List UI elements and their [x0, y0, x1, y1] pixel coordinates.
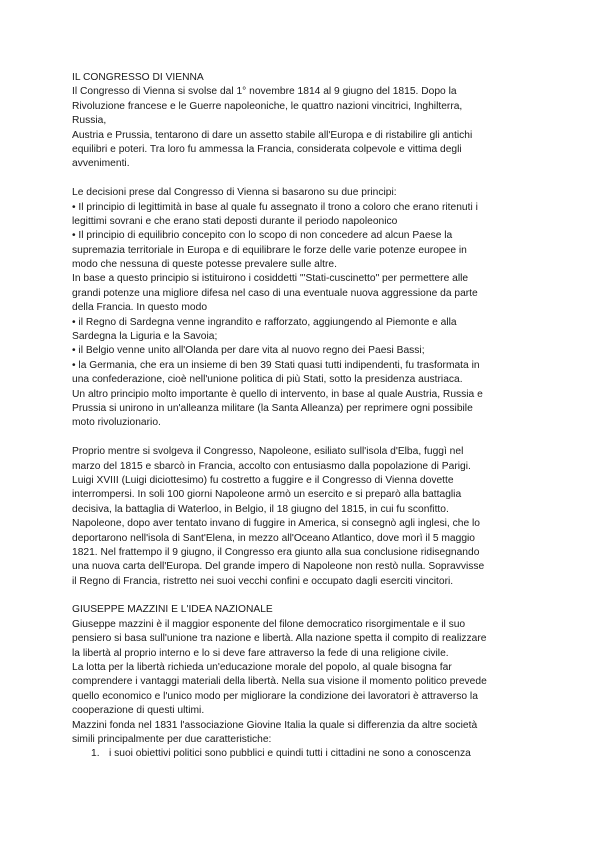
text-line: Rivoluzione francese e le Guerre napoleoniche, le quattro nazioni vincitrici, Inghilterra, [72, 100, 463, 112]
text-line: Proprio mentre si svolgeva il Congresso, Napoleone, esiliato sull'isola d'Elba, fuggì nel [72, 446, 464, 458]
text-line: quello economico e l'unico modo per migliorare la condizione dei lavoratori è attraverso la [72, 690, 478, 702]
text-line: una nuova carta dell'Europa. Del grande impero di Napoleone non restò nulla. Sopravvisse [72, 561, 485, 573]
text-line: • il Regno di Sardegna venne ingrandito e rafforzato, aggiungendo al Piemonte e alla [72, 316, 457, 328]
text-line: • la Germania, che era un insieme di ben 39 Stati quasi tutti indipendenti, fu trasformata in [72, 359, 480, 371]
text-line: cooperazione di questi ultimi. [72, 705, 205, 717]
text-line: moto rivoluzionario. [72, 417, 161, 429]
text-line: deportarono nell'isola di Sant'Elena, in mezzo all'Oceano Atlantico, dove morì il 5 maggio [72, 532, 476, 544]
text-line: Prussia si unirono in un'alleanza militare (la Santa Alleanza) per reprimere ogni possibile [72, 402, 473, 414]
text-line: supremazia territoriale in Europa e di equilibrare le forze delle varie potenze europee in [72, 244, 467, 256]
text-line: Giuseppe mazzini è il maggior esponente del filone democratico risorgimentale e il suo [72, 618, 466, 630]
text-line: decisiva, la battaglia di Waterloo, in Belgio, il 18 giugno del 1815, in cui fu sconfitto. [72, 503, 449, 515]
text-line: Il Congresso di Vienna si svolse dal 1° novembre 1814 al 9 giugno del 1815. Dopo la [72, 86, 457, 98]
text-line: equilibri e poteri. Tra loro fu ammessa la Francia, considerata colpevole e vittima degli [72, 143, 462, 155]
text-line: comprendere i vantaggi materiali della libertà. Nella sua visione il momento politico prevede [72, 676, 487, 688]
text-line: 1821. Nel frattempo il 9 giugno, il Congresso era giunto alla sua conclusione ridisegnando [72, 546, 480, 558]
text-line: il Regno di Francia, ristretto nei suoi vecchi confini e occupato dagli eserciti vincitori. [72, 575, 454, 587]
text-line: Un altro principio molto importante è quello di intervento, in base al quale Austria, Russia e [72, 388, 483, 400]
text-line: una confederazione, cioè nell'unione politica di più Stati, sotto la presidenza austriaca. [72, 374, 463, 386]
text-line: pensiero si basa sull'unione tra nazione e libertà. Alla nazione spetta il compito di realizzare [72, 633, 487, 645]
text-line: Mazzini fonda nel 1831 l'associazione Giovine Italia la quale si differenzia da altre società [72, 719, 478, 731]
text-line: • il Belgio venne unito all'Olanda per dare vita al nuovo regno dei Paesi Bassi; [72, 345, 425, 357]
text-line: Luigi XVIII (Luigi diciottesimo) fu costretto a fuggire e il Congresso di Vienna dovette [72, 474, 454, 486]
text-line: modo che nessuna di queste potesse prevalere sulle altre. [72, 259, 337, 271]
text-line: della Francia. In questo modo [72, 302, 208, 314]
section-title-mazzini: GIUSEPPE MAZZINI E L'IDEA NAZIONALE [72, 604, 273, 616]
text-line: In base a questo principio si istituirono i cosiddetti "'Stati-cuscinetto" per permettere alle [72, 273, 469, 285]
text-line: avvenimenti. [72, 158, 130, 170]
list-item-text: i suoi obiettivi politici sono pubblici e quindi tutti i cittadini ne sono a conoscenza [109, 748, 471, 760]
text-line: Le decisioni prese dal Congresso di Vienna si basarono su due principi: [72, 187, 397, 199]
text-line: legittimi sovrani e che erano stati deposti durante il periodo napoleonico [72, 215, 398, 227]
paragraph-gap [72, 589, 522, 603]
text-line: Austria e Prussia, tentarono di dare un assetto stabile all'Europa e di ristabilire gli antichi [72, 129, 473, 141]
text-line: Sardegna la Liguria e la Savoia; [72, 331, 218, 343]
text-line: marzo del 1815 e sbarcò in Francia, accolto con entusiasmo dalla popolazione di Parigi. [72, 460, 471, 472]
paragraph-gap [72, 431, 522, 445]
paragraph-gap [72, 172, 522, 186]
text-line: simili principalmente per due caratteristiche: [72, 733, 272, 745]
text-line: • Il principio di equilibrio concepito con lo scopo di non concedere ad alcun Paese la [72, 230, 453, 242]
text-line: Russia, [72, 115, 107, 127]
text-line: interrompersi. In soli 100 giorni Napoleone armò un esercito e si preparò alla battaglia [72, 489, 462, 501]
text-line: grandi potenze una migliore difesa nel caso di una eventuale nuova aggressione da parte [72, 287, 478, 299]
section-title-congresso: IL CONGRESSO DI VIENNA [72, 72, 204, 83]
text-line: La lotta per la libertà richieda un'educazione morale del popolo, al quale bisogna far [72, 662, 452, 674]
list-item-number: 1. [91, 748, 100, 760]
text-line: la libertà al proprio interno e lo si deve fare attraverso la fede di una religione civile. [72, 647, 449, 659]
document-body [72, 71, 522, 762]
text-line: Napoleone, dopo aver tentato invano di fuggire in America, si consegnò agli inglesi, che lo [72, 518, 480, 530]
ordered-list-item [72, 747, 522, 761]
text-line: • Il principio di legittimità in base al quale fu assegnato il trono a coloro che erano ritenuti i [72, 201, 478, 213]
